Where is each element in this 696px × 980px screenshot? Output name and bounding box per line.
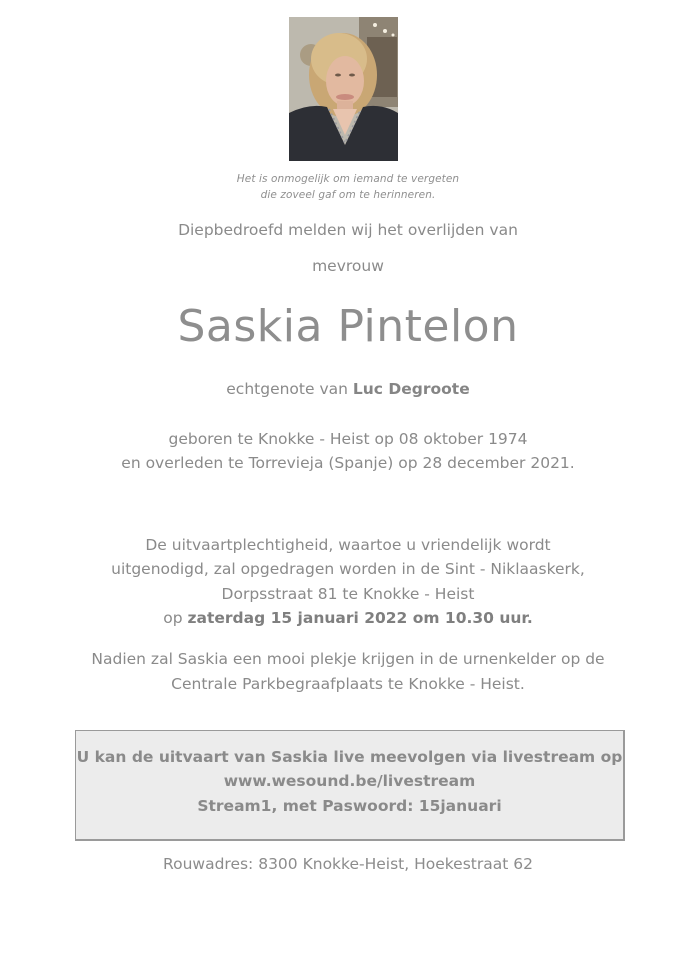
mourning-address: Rouwadres: 8300 Knokke-Heist, Hoekestraat 62 [163, 855, 533, 873]
quote-line-1: Het is onmogelijk om iemand te vergeten [236, 173, 460, 185]
portrait-image [289, 17, 398, 161]
livestream-url[interactable]: www.wesound.be/livestream [223, 772, 476, 790]
burial-line-2: Centrale Parkbegraafplaats te Knokke - Heist. [171, 675, 525, 693]
ceremony-line-3: Dorpsstraat 81 te Knokke - Heist [221, 585, 475, 603]
deceased-name: Saskia Pintelon [177, 301, 519, 352]
announcement-title: mevrouw [312, 257, 384, 275]
quote-line-2: die zoveel gaf om te herinneren. [260, 189, 436, 201]
ceremony-line-4 [0, 607, 696, 630]
birth-line: geboren te Knokke - Heist op 08 oktober 1974 [168, 430, 528, 448]
spouse-name: Luc Degroote [352, 380, 470, 398]
ceremony-line-1: De uitvaartplechtigheid, waartoe u vriendelijk wordt [145, 536, 551, 554]
portrait-photo [289, 17, 398, 161]
ceremony-date-prefix: op [163, 609, 188, 627]
livestream-password: Stream1, met Paswoord: 15januari [197, 797, 502, 815]
livestream-intro: U kan de uitvaart van Saskia live meevolgen via livestream op [76, 748, 623, 766]
spouse-prefix: echtgenote van [226, 380, 353, 398]
ceremony-date: zaterdag 15 januari 2022 om 10.30 uur. [187, 609, 533, 627]
spouse-line [0, 380, 696, 398]
death-line: en overleden te Torrevieja (Spanje) op 28 december 2021. [121, 454, 575, 472]
announcement-intro: Diepbedroefd melden wij het overlijden van [178, 221, 518, 239]
livestream-box [75, 730, 625, 841]
ceremony-line-2: uitgenodigd, zal opgedragen worden in de Sint - Niklaaskerk, [111, 560, 585, 578]
burial-line-1: Nadien zal Saskia een mooi plekje krijgen in de urnenkelder op de [91, 650, 605, 668]
